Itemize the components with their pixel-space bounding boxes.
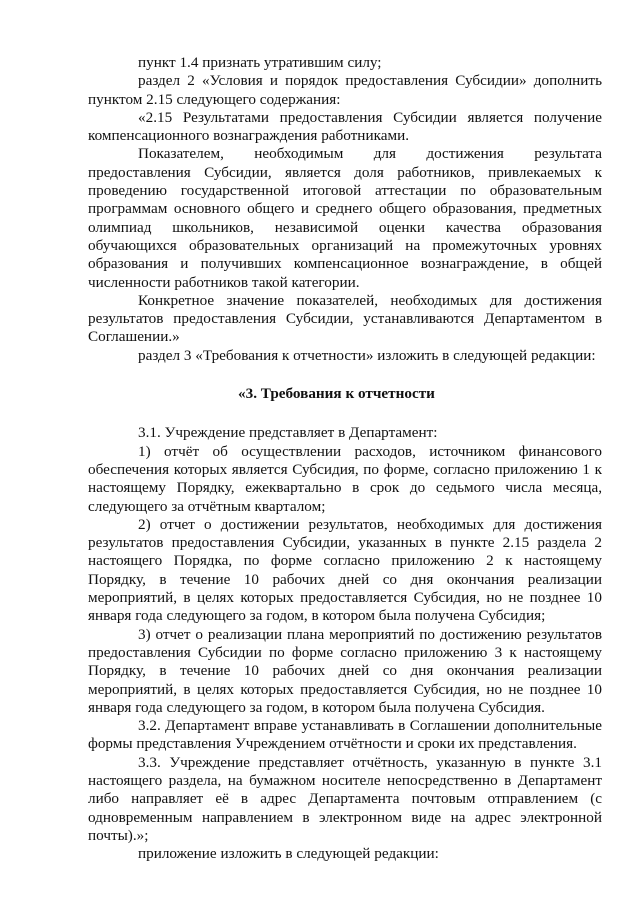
paragraph-3-2: 3.2. Департамент вправе устанавливать в Соглашении дополнительные формы представления Учреждением отчётности и сроки их представления.	[88, 717, 602, 753]
paragraph-3-1-item-3: 3) отчет о реализации плана мероприятий по достижению результатов предоставления Субсидии по форме согласно приложению 3 к настоящему Порядку, в течение 10 рабочих дней со дня окончания реализации мероприятий, в целях которых предоставляется Субсидия, но не позднее 10 января года следующего за годом, в котором была получена Субсидия.	[88, 625, 602, 716]
paragraph-3-1-item-1: 1) отчёт об осуществлении расходов, источником финансового обеспечения которых является Субсидия, по форме, согласно приложению 1 к настоящему Порядку, ежеквартально в срок до седьмого числа месяца, следующего за отчётным кварталом;	[88, 442, 602, 515]
paragraph-3-3: 3.3. Учреждение представляет отчётность, указанную в пункте 3.1 настоящего раздела, на бумажном носителе непосредственно в Департамент либо направляет её в адрес Департамента почтовым отправлением (с одновременным направлением в электронном виде на адрес электронной почты).»;	[88, 753, 602, 844]
paragraph-3-1: 3.1. Учреждение представляет в Департамент:	[138, 424, 438, 442]
paragraph-indicator: Показателем, необходимым для достижения результата предоставления Субсидии, является доля работников, привлекаемых к проведению государственной итоговой аттестации по образовательным программам основного общего и среднего общего образования, предметных олимпиад школьников, независимой оценки качества образования обучающихся образовательных организаций на промежуточных уровнях образования и получивших компенсационное вознаграждение, в общей численности работников такой категории.	[88, 145, 602, 291]
paragraph-3-1-item-2: 2) отчет о достижении результатов, необходимых для достижения результатов предоставления Субсидии, указанных в пункте 2.15 раздела 2 настоящего Порядка, по форме согласно приложению 2 к настоящему Порядку, в течение 10 рабочих дней со дня окончания реализации мероприятий, в целях которых предоставляется Субсидия, но не позднее 10 января года следующего за годом, в котором была получена Субсидия;	[88, 515, 602, 625]
paragraph-section-2-amendment: раздел 2 «Условия и порядок предоставления Субсидии» дополнить пунктом 2.15 следующего содержания:	[88, 72, 602, 108]
paragraph-specific-value: Конкретное значение показателей, необходимых для достижения результатов предоставления Субсидии, устанавливаются Департаментом в Соглашении.»	[88, 291, 602, 346]
section-heading: «3. Требования к отчетности	[238, 385, 435, 403]
paragraph-item-1-4: пункт 1.4 признать утратившим силу;	[138, 54, 382, 71]
paragraph-2-15-result: «2.15 Результатами предоставления Субсидии является получение компенсационного вознаграждения работниками.	[88, 108, 602, 145]
paragraph-section-3-amendment: раздел 3 «Требования к отчетности» изложить в следующей редакции:	[138, 346, 596, 364]
document-body	[88, 54, 602, 863]
paragraph-appendix: приложение изложить в следующей редакции:	[138, 845, 439, 863]
